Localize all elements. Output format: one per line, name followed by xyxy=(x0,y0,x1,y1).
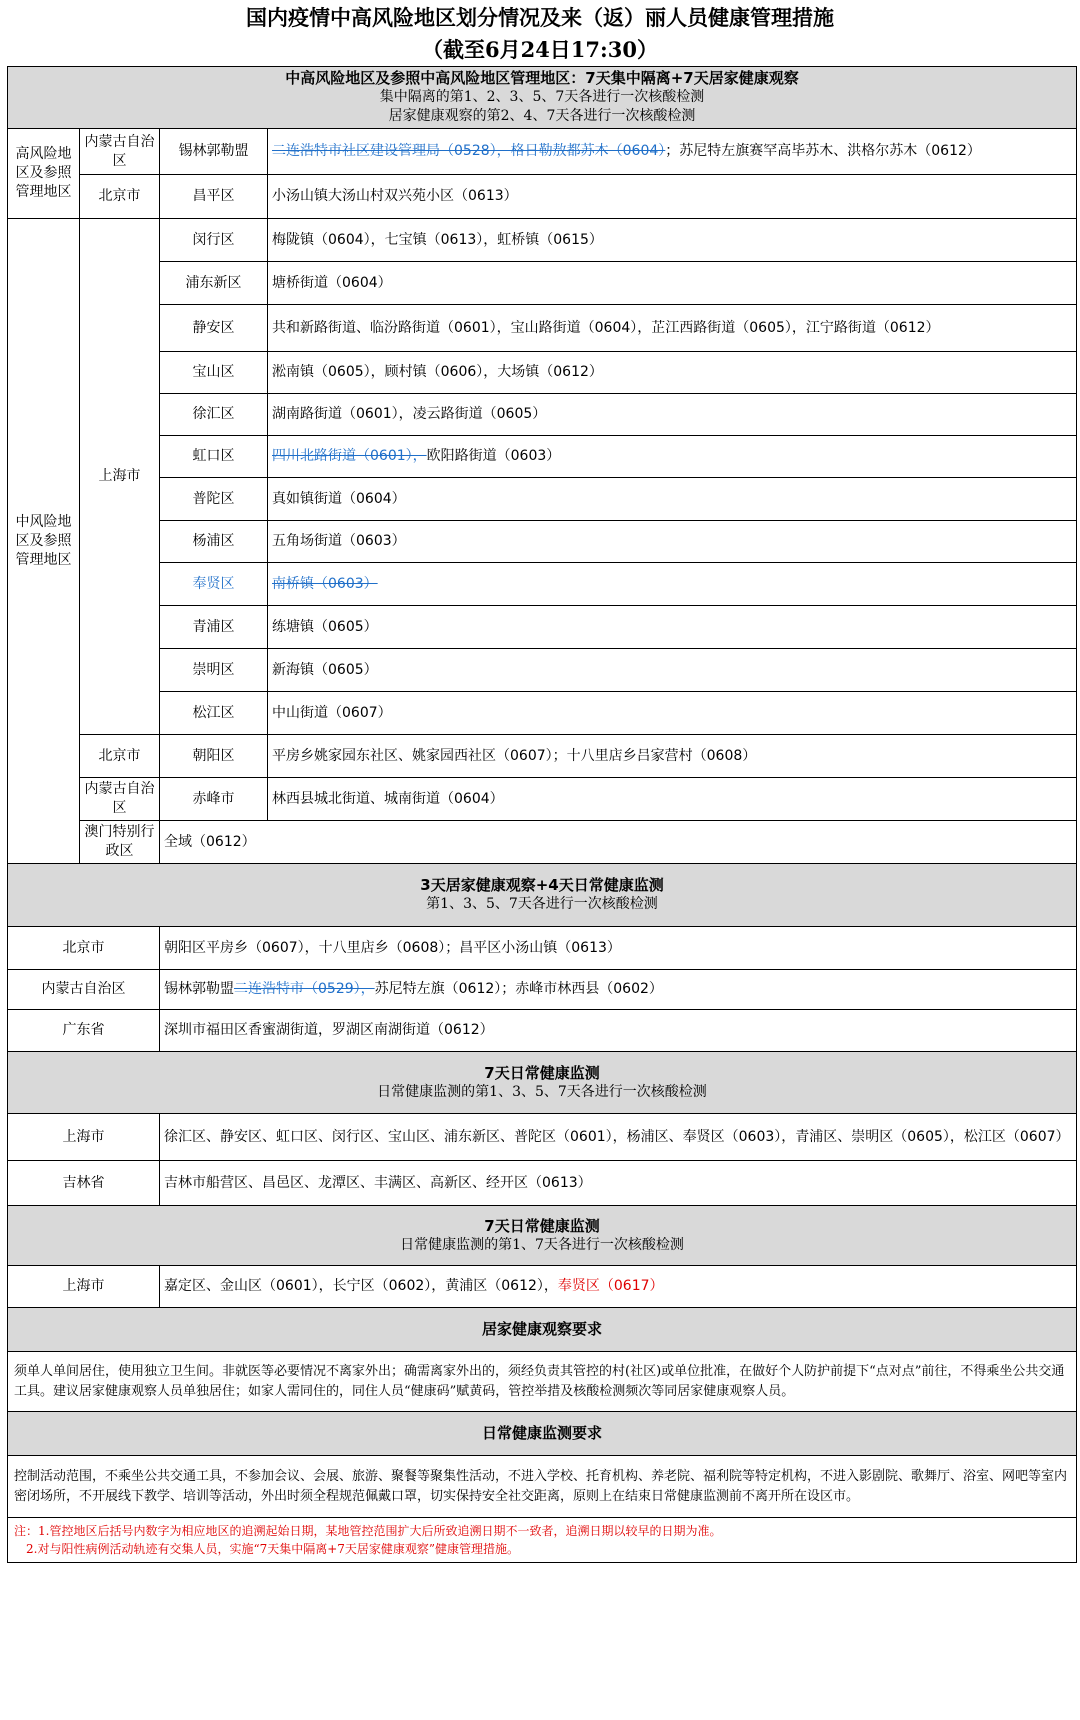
table-row xyxy=(8,970,1077,1010)
section1-heading: 中高风险地区及参照中高风险地区管理地区：7天集中隔离+7天居家健康观察 xyxy=(285,69,799,87)
province-cell: 内蒙古自治区 xyxy=(80,778,160,821)
table-row xyxy=(8,175,1077,219)
table-row xyxy=(8,262,1077,305)
detail-cell: 平房乡姚家园东社区、姚家园西社区（0607）；十八里店乡吕家营村（0608） xyxy=(268,735,1077,778)
note-2: 2.对与阳性病例活动轨迹有交集人员，实施“7天集中隔离+7天居家健康观察”健康管理措施。 xyxy=(26,1542,520,1556)
home-obs-header xyxy=(8,1308,1077,1352)
district-cell: 松江区 xyxy=(160,692,268,735)
table-row xyxy=(8,821,1077,864)
section4-sub: 日常健康监测的第1、7天各进行一次核酸检测 xyxy=(400,1236,684,1253)
table-row xyxy=(8,778,1077,821)
province-cell: 北京市 xyxy=(80,735,160,778)
detail-cell: 中山街道（0607） xyxy=(268,692,1077,735)
note-1: 注：1.管控地区后括号内数字为相应地区的追溯起始日期，某地管控范围扩大后所致追溯日期不一致者，追溯日期以较早的日期为准。 xyxy=(14,1524,722,1538)
detail-cell: 朝阳区平房乡（0607），十八里店乡（0608）；昌平区小汤山镇（0613） xyxy=(160,927,1077,970)
table-row xyxy=(8,563,1077,606)
table-row xyxy=(8,1161,1077,1206)
table-row xyxy=(8,521,1077,563)
struck-detail: 四川北路街道（0601）， xyxy=(272,448,427,464)
table-row xyxy=(8,606,1077,649)
struck-detail: 二连浩特市社区建设管理局（0528），格日勒敖都苏木（0604） xyxy=(272,143,666,159)
table-row xyxy=(8,1114,1077,1161)
district-cell: 杨浦区 xyxy=(160,521,268,563)
detail-cell: 练塘镇（0605） xyxy=(268,606,1077,649)
detail-cell xyxy=(268,436,1077,478)
section1-header xyxy=(8,67,1077,129)
city-cell: 赤峰市 xyxy=(160,778,268,821)
province-cell: 北京市 xyxy=(80,175,160,219)
province-cell: 上海市 xyxy=(8,1114,160,1161)
table-row xyxy=(8,927,1077,970)
province-cell: 广东省 xyxy=(8,1010,160,1052)
district-cell: 奉贤区 xyxy=(160,563,268,606)
home-obs-text: 须单人单间居住，使用独立卫生间。非就医等必要情况不离家外出；确需离家外出的，须经负责其管控的村(社区)或单位批准，在做好个人防护前提下“点对点”前往，不得乘坐公共交通工具。建议居家健康观察人员单独居住；如家人需同住的，同住人员“健康码”赋黄码，管控举措及核酸检测频次等同居家健康观察人员。 xyxy=(8,1352,1077,1412)
detail-cell: 南桥镇（0603） xyxy=(268,563,1077,606)
detail-cell: 淞南镇（0605），顾村镇（0606），大场镇（0612） xyxy=(268,352,1077,394)
mid-risk-label: 中风险地区及参照管理地区 xyxy=(8,219,80,864)
daily-mon-heading: 日常健康监测要求 xyxy=(481,1424,602,1442)
city-cell: 朝阳区 xyxy=(160,735,268,778)
section3-header xyxy=(8,1052,1077,1114)
daily-mon-header xyxy=(8,1412,1077,1456)
province-cell: 北京市 xyxy=(8,927,160,970)
province-cell: 内蒙古自治区 xyxy=(8,970,160,1010)
district-cell: 浦东新区 xyxy=(160,262,268,305)
table-row xyxy=(8,129,1077,175)
province-cell: 上海市 xyxy=(8,1266,160,1308)
table-row xyxy=(8,649,1077,692)
section4-header xyxy=(8,1206,1077,1266)
district-cell: 徐汇区 xyxy=(160,394,268,436)
detail-red: 奉贤区（0617） xyxy=(557,1278,664,1294)
table-row xyxy=(8,735,1077,778)
district-cell: 闵行区 xyxy=(160,219,268,262)
detail-cell xyxy=(160,1266,1077,1308)
detail-cell: 全域（0612） xyxy=(160,821,1077,864)
table-row xyxy=(8,478,1077,521)
section4-heading: 7天日常健康监测 xyxy=(484,1216,600,1235)
city-cell: 昌平区 xyxy=(160,175,268,219)
district-cell: 普陀区 xyxy=(160,478,268,521)
section3-heading: 7天日常健康监测 xyxy=(484,1063,600,1082)
detail-text: 锡林郭勒盟 xyxy=(164,981,234,997)
page-title xyxy=(0,2,1080,66)
table-row xyxy=(8,1010,1077,1052)
detail-cell xyxy=(268,129,1077,175)
detail-cell: 梅陇镇（0604），七宝镇（0613），虹桥镇（0615） xyxy=(268,219,1077,262)
detail-cell xyxy=(160,970,1077,1010)
section2-sub: 第1、3、5、7天各进行一次核酸检测 xyxy=(426,896,658,912)
section2-heading: 3天居家健康观察+4天日常健康监测 xyxy=(420,876,664,894)
detail-cell: 深圳市福田区香蜜湖街道，罗湖区南湖街道（0612） xyxy=(160,1010,1077,1052)
daily-mon-text: 控制活动范围，不乘坐公共交通工具，不参加会议、会展、旅游、聚餐等聚集性活动，不进入学校、托育机构、养老院、福利院等特定机构，不进入影剧院、歌舞厅、浴室、网吧等室内密闭场所，不开展线下教学、培训等活动，外出时须全程规范佩戴口罩，切实保持安全社交距离，原则上在结束日常健康监测前不离开所在设区市。 xyxy=(8,1456,1077,1518)
detail-cell: 湖南路街道（0601），凌云路街道（0605） xyxy=(268,394,1077,436)
section3-sub: 日常健康监测的第1、3、5、7天各进行一次核酸检测 xyxy=(377,1083,707,1100)
province-cell: 上海市 xyxy=(80,219,160,735)
detail-cell: 林西县城北街道、城南街道（0604） xyxy=(268,778,1077,821)
notes xyxy=(8,1518,1077,1563)
table-row xyxy=(8,219,1077,262)
table-row xyxy=(8,305,1077,352)
title-line-1: 国内疫情中高风险地区划分情况及来（返）丽人员健康管理措施 xyxy=(246,5,834,30)
title-line-2: （截至6月24日17:30） xyxy=(421,37,659,62)
table-row xyxy=(8,436,1077,478)
detail-cell: 真如镇街道（0604） xyxy=(268,478,1077,521)
section1-sub2: 居家健康观察的第2、4、7天各进行一次核酸检测 xyxy=(388,108,696,124)
high-risk-label: 高风险地区及参照管理地区 xyxy=(8,129,80,219)
table-row xyxy=(8,1266,1077,1308)
detail-cell: 吉林市船营区、昌邑区、龙潭区、丰满区、高新区、经开区（0613） xyxy=(160,1161,1077,1206)
detail-cell: 小汤山镇大汤山村双兴苑小区（0613） xyxy=(268,175,1077,219)
table-row xyxy=(8,352,1077,394)
section1-sub1: 集中隔离的第1、2、3、5、7天各进行一次核酸检测 xyxy=(379,89,705,105)
district-cell: 静安区 xyxy=(160,305,268,352)
district-cell: 青浦区 xyxy=(160,606,268,649)
home-obs-heading: 居家健康观察要求 xyxy=(481,1320,602,1338)
table-row xyxy=(8,394,1077,436)
risk-area-table xyxy=(7,66,1077,1563)
province-cell: 内蒙古自治区 xyxy=(80,129,160,175)
detail-text: 嘉定区、金山区（0601），长宁区（0602），黄浦区（0612）， xyxy=(164,1278,558,1294)
detail-cell: 徐汇区、静安区、虹口区、闵行区、宝山区、浦东新区、普陀区（0601），杨浦区、奉贤区（0603），青浦区、崇明区（0605），松江区（0607） xyxy=(160,1114,1077,1161)
city-cell: 锡林郭勒盟 xyxy=(160,129,268,175)
detail-text: 欧阳路街道（0603） xyxy=(426,448,561,464)
province-cell: 澳门特别行政区 xyxy=(80,821,160,864)
province-cell: 吉林省 xyxy=(8,1161,160,1206)
detail-cell: 五角场街道（0603） xyxy=(268,521,1077,563)
district-cell: 虹口区 xyxy=(160,436,268,478)
struck-detail: 二连浩特市（0529）， xyxy=(234,981,375,997)
detail-cell: 塘桥街道（0604） xyxy=(268,262,1077,305)
district-cell: 崇明区 xyxy=(160,649,268,692)
detail-cell: 共和新路街道、临汾路街道（0601），宝山路街道（0604），芷江西路街道（0605），江宁路街道（0612） xyxy=(268,305,1077,352)
district-cell: 宝山区 xyxy=(160,352,268,394)
detail-text: ；苏尼特左旗赛罕高毕苏木、洪格尔苏木（0612） xyxy=(665,143,981,159)
detail-text: 苏尼特左旗（0612）；赤峰市林西县（0602） xyxy=(374,981,663,997)
table-row xyxy=(8,692,1077,735)
section2-header xyxy=(8,864,1077,927)
detail-cell: 新海镇（0605） xyxy=(268,649,1077,692)
